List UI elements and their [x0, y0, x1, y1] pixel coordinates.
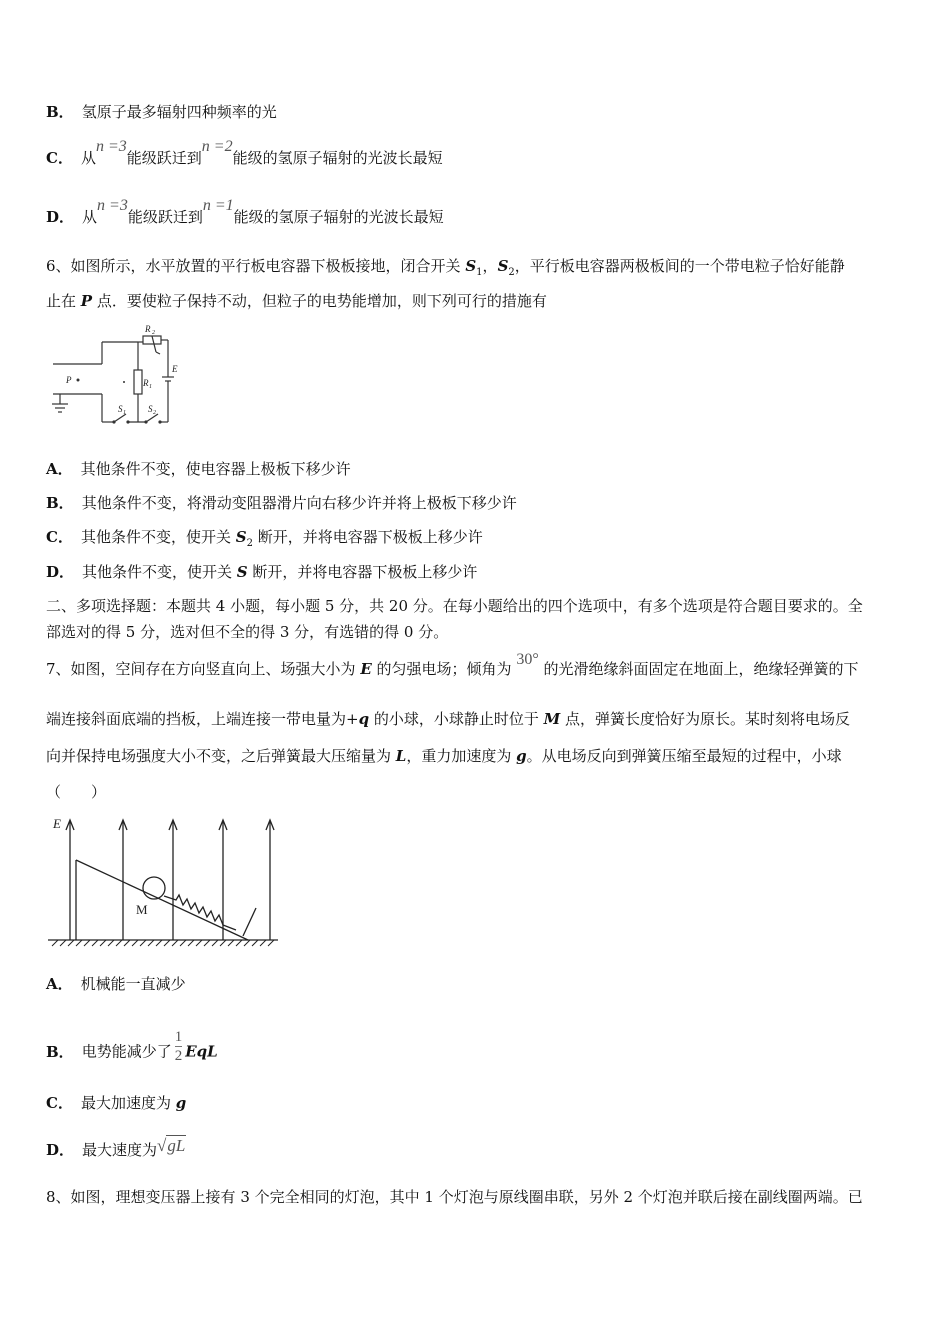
sqrt-expression: √gL	[157, 1136, 186, 1155]
q6-stem-line2: 止在 P 点．要使粒子保持不动，但粒子的电势能增加，则下列可行的措施有	[46, 292, 547, 310]
svg-text:E: E	[53, 816, 61, 831]
svg-text:R: R	[145, 324, 151, 334]
svg-text:2: 2	[153, 410, 156, 416]
svg-text:E: E	[172, 364, 178, 374]
q6-option-a: A． 其他条件不变，使电容器上极板下移少许	[46, 460, 351, 478]
q6-circuit-diagram	[48, 322, 188, 432]
svg-text:P: P	[66, 375, 72, 385]
svg-text:S: S	[148, 404, 153, 414]
svg-text:1: 1	[123, 410, 126, 416]
q7-option-b: B． 电势能减少了 $\frac{1}{2}$ EqL	[46, 1029, 218, 1064]
option-c-prev: C． 从n =3能级跃迁到n =2能级的氢原子辐射的光波长最短	[46, 138, 443, 167]
svg-text:S: S	[118, 404, 123, 414]
q7-incline-diagram	[48, 812, 283, 947]
q7-stem-line3: 向并保持电场强度大小不变，之后弹簧最大压缩量为 L，重力加速度为 g。从电场反向到弹簧压缩至最短的过程中，小球	[46, 747, 842, 765]
section2-line2: 部选对的得 5 分，选对但不全的得 3 分，有选错的得 0 分。	[46, 623, 449, 641]
q7-stem-line2: 端连接斜面底端的挡板，上端连接一带电量为+q 的小球，小球静止时位于 M 点，弹簧长度恰好为原长。某时刻将电场反	[46, 710, 851, 728]
q8-stem-line1: 8、如图，理想变压器上接有 3 个完全相同的灯泡，其中 1 个灯泡与原线圈串联，另外 2 个灯泡并联后接在副线圈两端。已	[46, 1188, 863, 1206]
option-d-prev: D． 从n =3能级跃迁到n =1能级的氢原子辐射的光波长最短	[46, 197, 444, 226]
q6-option-b: B． 其他条件不变，将滑动变阻器滑片向右移少许并将上极板下移少许	[46, 494, 517, 512]
svg-text:2: 2	[152, 330, 155, 336]
q6-option-c: C． 其他条件不变，使开关 $S_2$ 断开，并将电容器下极板上移少许	[46, 528, 483, 549]
q6-stem-line1: 6、如图所示，水平放置的平行板电容器下极板接地，闭合开关 $S_1$，$S_2$，平行板电容器两极板间的一个带电粒子恰好能静	[46, 257, 845, 278]
q7-option-c: C． 最大加速度为 g	[46, 1094, 187, 1112]
section2-line1: 二、多项选择题：本题共 4 小题，每小题 5 分，共 20 分。在每小题给出的四个选项中，有多个选项是符合题目要求的。全	[46, 597, 863, 615]
particle-p	[77, 379, 80, 382]
fraction-one-half: $\frac{1}{2}$	[174, 1029, 183, 1064]
svg-text:M: M	[136, 902, 148, 917]
q7-option-d: D． 最大速度为√gL	[46, 1136, 186, 1159]
q7-stem-line4: （ ）	[46, 783, 107, 801]
svg-text:1: 1	[149, 384, 152, 390]
option-b-prev: B． 氢原子最多辐射四种频率的光	[46, 103, 277, 121]
q7-stem-line1: 7、如图，空间存在方向竖直向上、场强大小为 E 的匀强电场；倾角为 30° 的光滑绝缘斜面固定在地面上，绝缘轻弹簧的下	[46, 651, 859, 678]
q6-option-d: D． 其他条件不变，使开关 S 断开，并将电容器下极板上移少许	[46, 563, 478, 581]
q7-option-a: A． 机械能一直减少	[46, 975, 186, 993]
svg-text:R: R	[143, 378, 149, 388]
